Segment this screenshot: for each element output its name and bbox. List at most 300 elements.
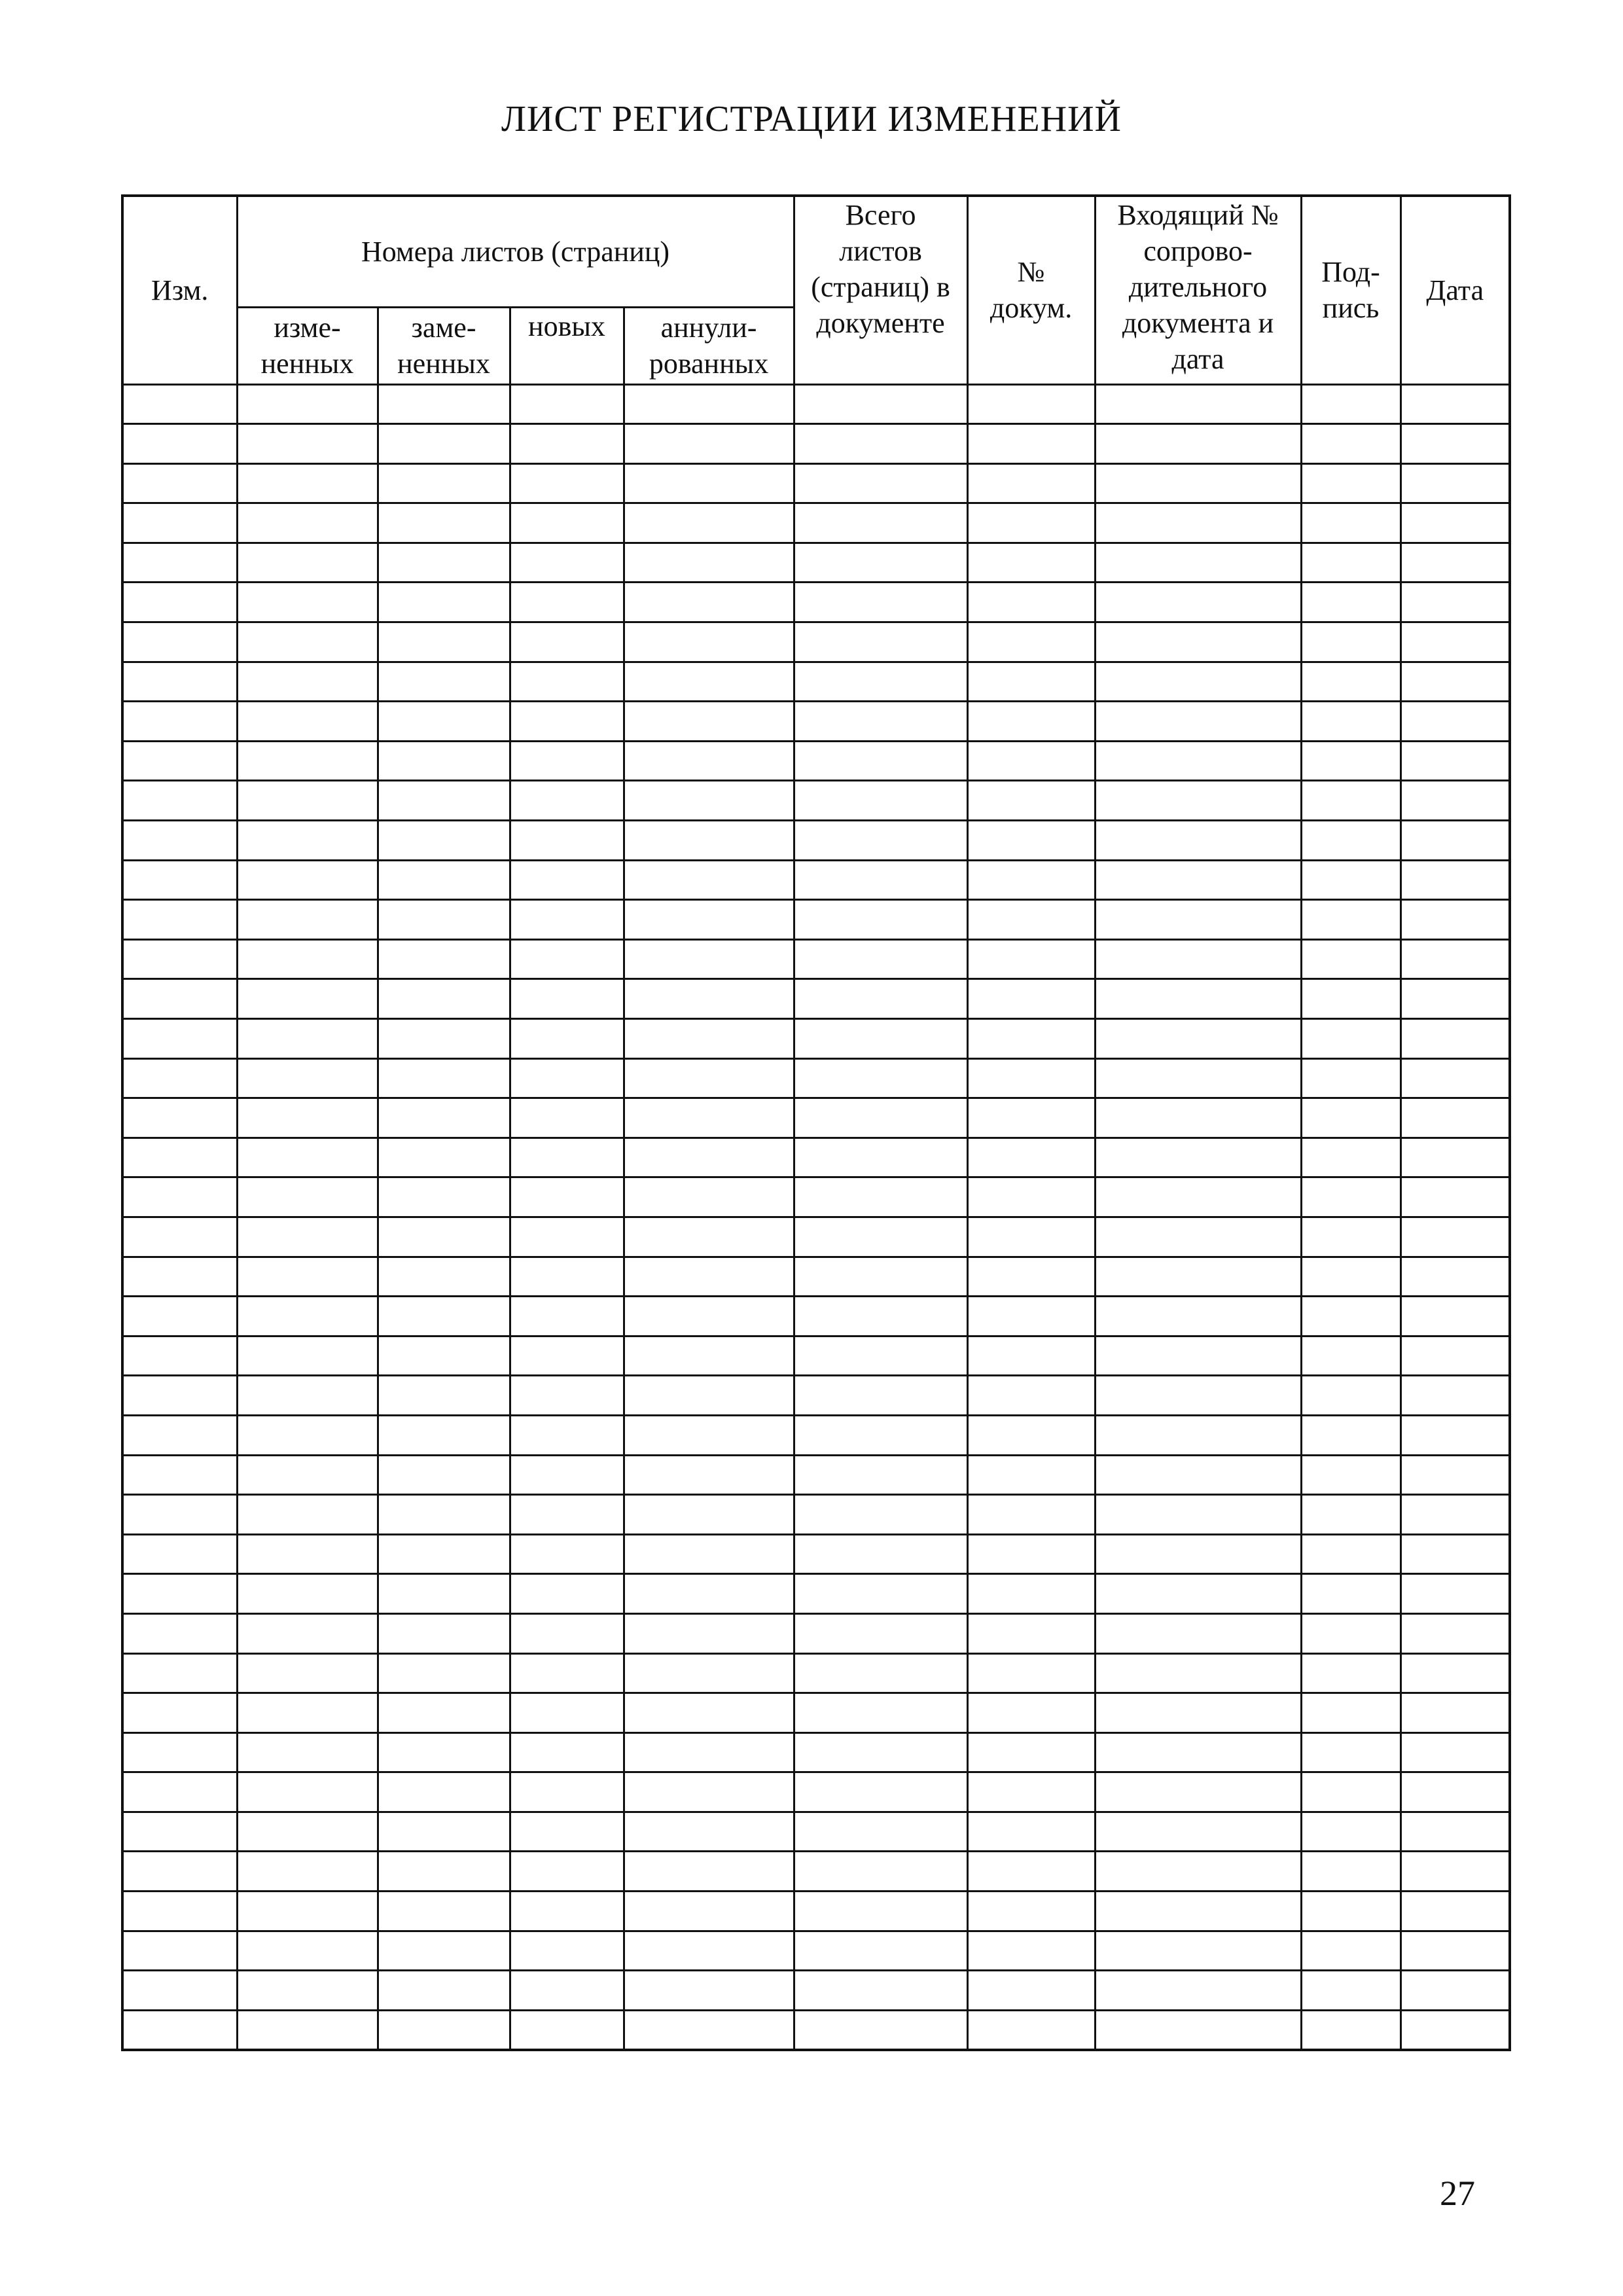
table-cell[interactable]	[1400, 741, 1510, 781]
table-cell[interactable]	[1400, 900, 1510, 940]
table-cell[interactable]	[510, 1297, 624, 1336]
table-cell[interactable]	[1301, 1019, 1400, 1059]
table-cell[interactable]	[1095, 463, 1301, 503]
table-cell[interactable]	[1301, 1376, 1400, 1416]
table-cell[interactable]	[122, 1772, 237, 1812]
table-cell[interactable]	[794, 702, 967, 742]
table-cell[interactable]	[794, 1534, 967, 1574]
table-cell[interactable]	[378, 1297, 510, 1336]
table-cell[interactable]	[1095, 1297, 1301, 1336]
table-cell[interactable]	[378, 939, 510, 979]
table-cell[interactable]	[237, 1574, 378, 1614]
table-cell[interactable]	[1301, 1574, 1400, 1614]
table-cell[interactable]	[967, 1098, 1095, 1138]
table-cell[interactable]	[1095, 424, 1301, 464]
table-cell[interactable]	[794, 1019, 967, 1059]
table-cell[interactable]	[967, 1495, 1095, 1535]
table-cell[interactable]	[237, 384, 378, 424]
table-cell[interactable]	[510, 1693, 624, 1733]
table-cell[interactable]	[378, 741, 510, 781]
table-cell[interactable]	[378, 781, 510, 821]
table-cell[interactable]	[624, 1772, 794, 1812]
table-cell[interactable]	[237, 781, 378, 821]
table-cell[interactable]	[237, 2010, 378, 2050]
table-cell[interactable]	[510, 1376, 624, 1416]
table-cell[interactable]	[624, 1732, 794, 1772]
table-cell[interactable]	[122, 1177, 237, 1217]
table-cell[interactable]	[967, 1653, 1095, 1693]
table-cell[interactable]	[510, 463, 624, 503]
table-cell[interactable]	[967, 702, 1095, 742]
table-cell[interactable]	[794, 1177, 967, 1217]
table-cell[interactable]	[378, 1177, 510, 1217]
table-cell[interactable]	[510, 1772, 624, 1812]
table-cell[interactable]	[510, 1852, 624, 1892]
table-cell[interactable]	[510, 1098, 624, 1138]
table-cell[interactable]	[1095, 1058, 1301, 1098]
table-cell[interactable]	[510, 1931, 624, 1971]
table-cell[interactable]	[122, 741, 237, 781]
table-cell[interactable]	[237, 1653, 378, 1693]
table-cell[interactable]	[794, 900, 967, 940]
table-cell[interactable]	[122, 781, 237, 821]
table-cell[interactable]	[1400, 1653, 1510, 1693]
table-cell[interactable]	[378, 1336, 510, 1376]
table-cell[interactable]	[1095, 384, 1301, 424]
table-cell[interactable]	[967, 1852, 1095, 1892]
table-cell[interactable]	[510, 1534, 624, 1574]
table-cell[interactable]	[624, 1257, 794, 1297]
table-cell[interactable]	[1301, 1534, 1400, 1574]
table-cell[interactable]	[510, 622, 624, 662]
table-cell[interactable]	[1400, 1613, 1510, 1653]
table-cell[interactable]	[378, 900, 510, 940]
table-cell[interactable]	[1301, 1455, 1400, 1495]
table-cell[interactable]	[794, 1297, 967, 1336]
table-cell[interactable]	[510, 781, 624, 821]
table-cell[interactable]	[237, 1613, 378, 1653]
table-cell[interactable]	[1301, 979, 1400, 1019]
table-cell[interactable]	[1301, 1931, 1400, 1971]
table-cell[interactable]	[1095, 1971, 1301, 2011]
table-cell[interactable]	[510, 1613, 624, 1653]
table-cell[interactable]	[794, 1772, 967, 1812]
table-cell[interactable]	[510, 503, 624, 543]
table-cell[interactable]	[378, 1415, 510, 1455]
table-cell[interactable]	[1301, 2010, 1400, 2050]
table-cell[interactable]	[1095, 1772, 1301, 1812]
table-cell[interactable]	[510, 741, 624, 781]
table-cell[interactable]	[1095, 543, 1301, 583]
table-cell[interactable]	[510, 583, 624, 622]
table-cell[interactable]	[1095, 1653, 1301, 1693]
table-cell[interactable]	[237, 979, 378, 1019]
table-cell[interactable]	[624, 1376, 794, 1416]
table-cell[interactable]	[1400, 1852, 1510, 1892]
table-cell[interactable]	[237, 1058, 378, 1098]
table-cell[interactable]	[1301, 1812, 1400, 1852]
table-cell[interactable]	[1095, 1495, 1301, 1535]
table-cell[interactable]	[122, 1613, 237, 1653]
table-cell[interactable]	[624, 622, 794, 662]
table-cell[interactable]	[1301, 939, 1400, 979]
table-cell[interactable]	[794, 821, 967, 861]
table-cell[interactable]	[237, 900, 378, 940]
table-cell[interactable]	[237, 1177, 378, 1217]
table-cell[interactable]	[378, 1613, 510, 1653]
table-cell[interactable]	[237, 1772, 378, 1812]
table-cell[interactable]	[967, 1693, 1095, 1733]
table-cell[interactable]	[510, 424, 624, 464]
table-cell[interactable]	[624, 1019, 794, 1059]
table-cell[interactable]	[237, 503, 378, 543]
table-cell[interactable]	[1301, 1177, 1400, 1217]
table-cell[interactable]	[1400, 979, 1510, 1019]
table-cell[interactable]	[237, 1455, 378, 1495]
table-cell[interactable]	[237, 622, 378, 662]
table-cell[interactable]	[1301, 1257, 1400, 1297]
table-cell[interactable]	[1400, 1931, 1510, 1971]
table-cell[interactable]	[794, 1257, 967, 1297]
table-cell[interactable]	[967, 1931, 1095, 1971]
table-cell[interactable]	[794, 1058, 967, 1098]
table-cell[interactable]	[122, 1495, 237, 1535]
table-cell[interactable]	[1400, 821, 1510, 861]
table-cell[interactable]	[378, 583, 510, 622]
table-cell[interactable]	[122, 384, 237, 424]
table-cell[interactable]	[794, 1376, 967, 1416]
table-cell[interactable]	[378, 821, 510, 861]
table-cell[interactable]	[1301, 1058, 1400, 1098]
table-cell[interactable]	[1301, 543, 1400, 583]
table-cell[interactable]	[510, 1177, 624, 1217]
table-cell[interactable]	[624, 583, 794, 622]
table-cell[interactable]	[122, 543, 237, 583]
table-cell[interactable]	[967, 1019, 1095, 1059]
table-cell[interactable]	[624, 1653, 794, 1693]
table-cell[interactable]	[1095, 1852, 1301, 1892]
table-cell[interactable]	[1095, 860, 1301, 900]
table-cell[interactable]	[1301, 463, 1400, 503]
table-cell[interactable]	[794, 622, 967, 662]
table-cell[interactable]	[624, 939, 794, 979]
table-cell[interactable]	[1400, 781, 1510, 821]
table-cell[interactable]	[967, 1217, 1095, 1257]
table-cell[interactable]	[967, 1336, 1095, 1376]
table-cell[interactable]	[122, 821, 237, 861]
table-cell[interactable]	[1400, 463, 1510, 503]
table-cell[interactable]	[378, 1138, 510, 1177]
table-cell[interactable]	[122, 1098, 237, 1138]
table-cell[interactable]	[967, 384, 1095, 424]
table-cell[interactable]	[510, 979, 624, 1019]
table-cell[interactable]	[1400, 1415, 1510, 1455]
table-cell[interactable]	[624, 2010, 794, 2050]
table-cell[interactable]	[510, 1257, 624, 1297]
table-cell[interactable]	[122, 1376, 237, 1416]
table-cell[interactable]	[1301, 1852, 1400, 1892]
table-cell[interactable]	[378, 543, 510, 583]
table-cell[interactable]	[1400, 1812, 1510, 1852]
table-cell[interactable]	[794, 1613, 967, 1653]
table-cell[interactable]	[1400, 662, 1510, 702]
table-cell[interactable]	[624, 1495, 794, 1535]
table-cell[interactable]	[1301, 1772, 1400, 1812]
table-cell[interactable]	[967, 741, 1095, 781]
table-cell[interactable]	[510, 939, 624, 979]
table-cell[interactable]	[1095, 979, 1301, 1019]
table-cell[interactable]	[1301, 821, 1400, 861]
table-cell[interactable]	[967, 821, 1095, 861]
table-cell[interactable]	[510, 384, 624, 424]
table-cell[interactable]	[624, 503, 794, 543]
table-cell[interactable]	[378, 1495, 510, 1535]
table-cell[interactable]	[237, 1931, 378, 1971]
table-cell[interactable]	[122, 1257, 237, 1297]
table-cell[interactable]	[794, 979, 967, 1019]
table-cell[interactable]	[237, 1376, 378, 1416]
table-cell[interactable]	[967, 1812, 1095, 1852]
table-cell[interactable]	[1301, 741, 1400, 781]
table-cell[interactable]	[1400, 503, 1510, 543]
table-cell[interactable]	[1301, 503, 1400, 543]
table-cell[interactable]	[794, 1892, 967, 1931]
table-cell[interactable]	[510, 1971, 624, 2011]
table-cell[interactable]	[378, 1098, 510, 1138]
table-cell[interactable]	[510, 900, 624, 940]
table-cell[interactable]	[237, 1138, 378, 1177]
table-cell[interactable]	[378, 1257, 510, 1297]
table-cell[interactable]	[1301, 1892, 1400, 1931]
table-cell[interactable]	[1400, 1177, 1510, 1217]
table-cell[interactable]	[378, 463, 510, 503]
table-cell[interactable]	[122, 1217, 237, 1257]
table-cell[interactable]	[1301, 662, 1400, 702]
table-cell[interactable]	[122, 1415, 237, 1455]
table-cell[interactable]	[122, 583, 237, 622]
table-cell[interactable]	[1095, 1812, 1301, 1852]
table-cell[interactable]	[794, 860, 967, 900]
table-cell[interactable]	[378, 1058, 510, 1098]
table-cell[interactable]	[1301, 1653, 1400, 1693]
table-cell[interactable]	[624, 1455, 794, 1495]
table-cell[interactable]	[510, 1415, 624, 1455]
table-cell[interactable]	[624, 1892, 794, 1931]
table-cell[interactable]	[237, 424, 378, 464]
table-cell[interactable]	[1095, 2010, 1301, 2050]
table-cell[interactable]	[794, 1852, 967, 1892]
table-cell[interactable]	[378, 2010, 510, 2050]
table-cell[interactable]	[122, 1019, 237, 1059]
table-cell[interactable]	[237, 1019, 378, 1059]
table-cell[interactable]	[794, 1455, 967, 1495]
table-cell[interactable]	[967, 1574, 1095, 1614]
table-cell[interactable]	[378, 1574, 510, 1614]
table-cell[interactable]	[1095, 741, 1301, 781]
table-cell[interactable]	[967, 860, 1095, 900]
table-cell[interactable]	[624, 1336, 794, 1376]
table-cell[interactable]	[1301, 1495, 1400, 1535]
table-cell[interactable]	[967, 939, 1095, 979]
table-cell[interactable]	[794, 939, 967, 979]
table-cell[interactable]	[1400, 1732, 1510, 1772]
table-cell[interactable]	[967, 781, 1095, 821]
table-cell[interactable]	[624, 702, 794, 742]
table-cell[interactable]	[967, 1297, 1095, 1336]
table-cell[interactable]	[1095, 1931, 1301, 1971]
table-cell[interactable]	[1095, 1574, 1301, 1614]
table-cell[interactable]	[967, 2010, 1095, 2050]
table-cell[interactable]	[794, 384, 967, 424]
table-cell[interactable]	[1400, 860, 1510, 900]
table-cell[interactable]	[1400, 939, 1510, 979]
table-cell[interactable]	[967, 1455, 1095, 1495]
table-cell[interactable]	[1400, 1772, 1510, 1812]
table-cell[interactable]	[794, 424, 967, 464]
table-cell[interactable]	[1400, 1455, 1510, 1495]
table-cell[interactable]	[122, 2010, 237, 2050]
table-cell[interactable]	[794, 1931, 967, 1971]
table-cell[interactable]	[122, 1931, 237, 1971]
table-cell[interactable]	[1095, 900, 1301, 940]
table-cell[interactable]	[1400, 1693, 1510, 1733]
table-cell[interactable]	[1301, 781, 1400, 821]
table-cell[interactable]	[237, 1495, 378, 1535]
table-cell[interactable]	[624, 781, 794, 821]
table-cell[interactable]	[237, 1852, 378, 1892]
table-cell[interactable]	[1095, 1019, 1301, 1059]
table-cell[interactable]	[1400, 1297, 1510, 1336]
table-cell[interactable]	[1400, 2010, 1510, 2050]
table-cell[interactable]	[510, 1892, 624, 1931]
table-cell[interactable]	[1095, 1336, 1301, 1376]
table-cell[interactable]	[794, 1693, 967, 1733]
table-cell[interactable]	[1095, 622, 1301, 662]
table-cell[interactable]	[967, 1376, 1095, 1416]
table-cell[interactable]	[624, 1297, 794, 1336]
table-cell[interactable]	[1095, 1455, 1301, 1495]
table-cell[interactable]	[378, 1455, 510, 1495]
table-cell[interactable]	[510, 1732, 624, 1772]
table-cell[interactable]	[237, 543, 378, 583]
table-cell[interactable]	[1301, 860, 1400, 900]
table-cell[interactable]	[122, 622, 237, 662]
table-cell[interactable]	[510, 1336, 624, 1376]
table-cell[interactable]	[378, 1772, 510, 1812]
table-cell[interactable]	[794, 1217, 967, 1257]
table-cell[interactable]	[1301, 1098, 1400, 1138]
table-cell[interactable]	[378, 1217, 510, 1257]
table-cell[interactable]	[1095, 1257, 1301, 1297]
table-cell[interactable]	[122, 939, 237, 979]
table-cell[interactable]	[122, 900, 237, 940]
table-cell[interactable]	[794, 1732, 967, 1772]
table-cell[interactable]	[624, 1971, 794, 2011]
table-cell[interactable]	[510, 1217, 624, 1257]
table-cell[interactable]	[237, 1732, 378, 1772]
table-cell[interactable]	[624, 384, 794, 424]
table-cell[interactable]	[510, 662, 624, 702]
table-cell[interactable]	[794, 781, 967, 821]
table-cell[interactable]	[378, 1852, 510, 1892]
table-cell[interactable]	[1301, 1217, 1400, 1257]
table-cell[interactable]	[1301, 1297, 1400, 1336]
table-cell[interactable]	[624, 741, 794, 781]
table-cell[interactable]	[510, 1019, 624, 1059]
table-cell[interactable]	[794, 503, 967, 543]
table-cell[interactable]	[122, 1574, 237, 1614]
table-cell[interactable]	[794, 543, 967, 583]
table-cell[interactable]	[794, 662, 967, 702]
table-cell[interactable]	[122, 662, 237, 702]
table-cell[interactable]	[1400, 1058, 1510, 1098]
table-cell[interactable]	[1095, 781, 1301, 821]
table-cell[interactable]	[122, 1892, 237, 1931]
table-cell[interactable]	[624, 1931, 794, 1971]
table-cell[interactable]	[378, 1892, 510, 1931]
table-cell[interactable]	[1095, 1732, 1301, 1772]
table-cell[interactable]	[1301, 1971, 1400, 2011]
table-cell[interactable]	[122, 1138, 237, 1177]
table-cell[interactable]	[967, 1257, 1095, 1297]
table-cell[interactable]	[1301, 1613, 1400, 1653]
table-cell[interactable]	[1301, 384, 1400, 424]
table-cell[interactable]	[378, 860, 510, 900]
table-cell[interactable]	[237, 1415, 378, 1455]
table-cell[interactable]	[1095, 662, 1301, 702]
table-cell[interactable]	[122, 979, 237, 1019]
table-cell[interactable]	[967, 1138, 1095, 1177]
table-cell[interactable]	[237, 1098, 378, 1138]
table-cell[interactable]	[967, 1613, 1095, 1653]
table-cell[interactable]	[510, 1812, 624, 1852]
table-cell[interactable]	[1301, 1336, 1400, 1376]
table-cell[interactable]	[1400, 384, 1510, 424]
table-cell[interactable]	[237, 463, 378, 503]
table-cell[interactable]	[624, 1613, 794, 1653]
table-cell[interactable]	[624, 900, 794, 940]
table-cell[interactable]	[967, 1971, 1095, 2011]
table-cell[interactable]	[794, 1971, 967, 2011]
table-cell[interactable]	[624, 821, 794, 861]
table-cell[interactable]	[967, 1534, 1095, 1574]
table-cell[interactable]	[1400, 1019, 1510, 1059]
table-cell[interactable]	[624, 424, 794, 464]
table-cell[interactable]	[237, 1971, 378, 2011]
table-cell[interactable]	[1301, 900, 1400, 940]
table-cell[interactable]	[1095, 1613, 1301, 1653]
table-cell[interactable]	[378, 384, 510, 424]
table-cell[interactable]	[967, 583, 1095, 622]
table-cell[interactable]	[378, 1732, 510, 1772]
table-cell[interactable]	[1095, 702, 1301, 742]
table-cell[interactable]	[237, 702, 378, 742]
table-cell[interactable]	[378, 1812, 510, 1852]
table-cell[interactable]	[122, 1336, 237, 1376]
table-cell[interactable]	[1400, 543, 1510, 583]
table-cell[interactable]	[378, 979, 510, 1019]
table-cell[interactable]	[624, 1058, 794, 1098]
table-cell[interactable]	[1095, 1693, 1301, 1733]
table-cell[interactable]	[624, 543, 794, 583]
table-cell[interactable]	[624, 1812, 794, 1852]
table-cell[interactable]	[1400, 1892, 1510, 1931]
table-cell[interactable]	[1095, 1177, 1301, 1217]
table-cell[interactable]	[1095, 939, 1301, 979]
table-cell[interactable]	[624, 1415, 794, 1455]
table-cell[interactable]	[237, 1534, 378, 1574]
table-cell[interactable]	[510, 1495, 624, 1535]
